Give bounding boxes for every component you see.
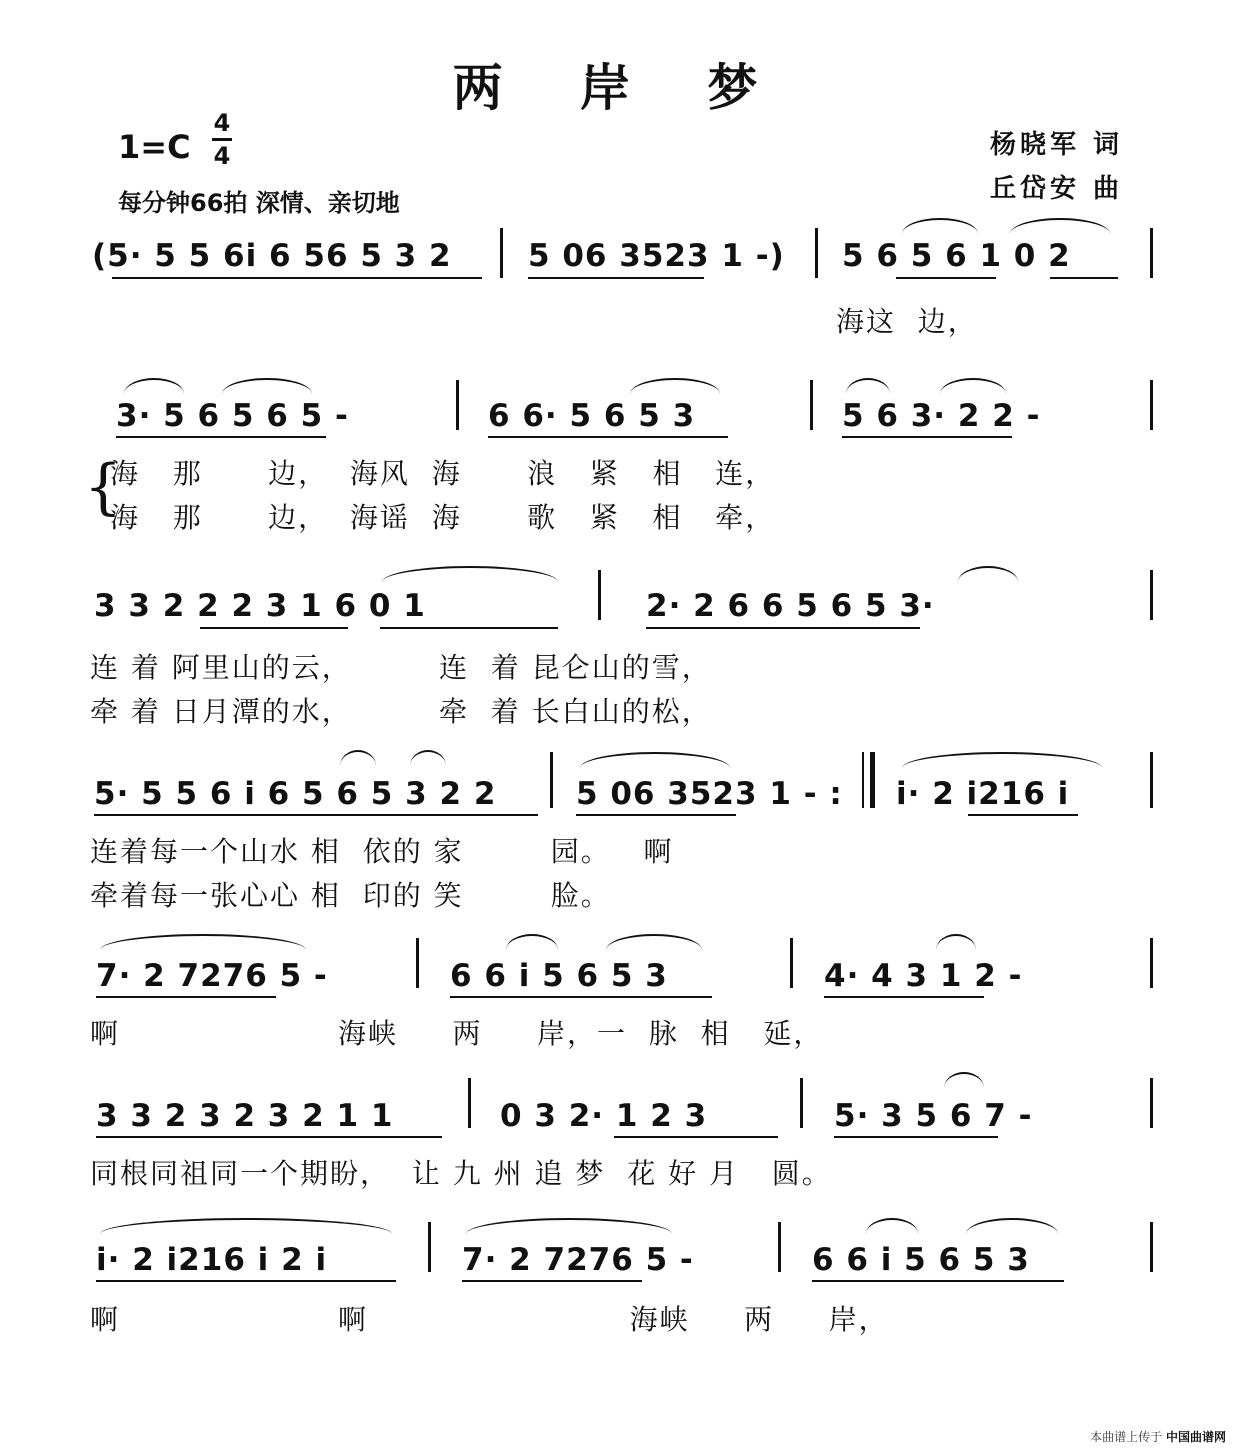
underline-beam: [462, 1280, 642, 1282]
repeat-barline: [862, 752, 864, 808]
measure-r1-m3: 5 6 5 6 1 0 2: [842, 238, 1071, 274]
measure-r7-m3: 6 6 i 5 6 5 3: [812, 1242, 1030, 1278]
barline: [598, 570, 601, 620]
barline: [1150, 938, 1153, 988]
song-title: 两 岸 梦: [452, 58, 788, 117]
underline-beam: [94, 814, 538, 816]
barline: [456, 380, 459, 430]
lyrics-r2-v2: 海 那 边， 海谣 海 歌 紧 相 牵，: [110, 501, 776, 534]
underline-beam: [96, 1136, 442, 1138]
repeat-barline-thick: [870, 752, 875, 808]
slur: [1010, 218, 1110, 234]
slur: [944, 1072, 984, 1088]
underline-beam: [824, 996, 984, 998]
lyrics-r4-v1: 连着每一个山水 相 依的 家 园。 啊: [90, 835, 674, 868]
measure-r1-m2: 5 06 3523 1 -): [528, 238, 785, 274]
slur: [936, 934, 976, 950]
underline-beam: [380, 627, 558, 629]
key-signature: 1=C: [118, 128, 191, 166]
barline: [1150, 228, 1153, 278]
footer-text: 本曲谱上传于: [1090, 1430, 1163, 1444]
measure-r3-m2: 2· 2 6 6 5 6 5 3·: [646, 588, 935, 624]
underline-beam: [842, 436, 1012, 438]
slur: [630, 378, 720, 394]
slur: [506, 934, 558, 950]
slur: [100, 934, 306, 950]
barline: [500, 228, 503, 278]
underline-beam: [834, 1136, 998, 1138]
barline: [778, 1222, 781, 1272]
measure-r2-m3: 5 6 3· 2 2 -: [842, 398, 1041, 434]
lyrics-r4-v2: 牵着每一张心心 相 印的 笑 脸。: [90, 879, 611, 912]
barline: [1150, 1222, 1153, 1272]
barline: [810, 380, 813, 430]
slur: [902, 218, 978, 234]
verse-brace: {: [84, 452, 123, 522]
slur: [466, 1218, 672, 1234]
measure-r4-m3: i· 2 i216 i: [896, 776, 1070, 812]
underline-beam: [614, 1136, 778, 1138]
underline-beam: [488, 436, 728, 438]
slur: [606, 934, 702, 950]
barline: [790, 938, 793, 988]
underline-beam: [200, 627, 348, 629]
measure-r7-m2: 7· 2 7276 5 -: [462, 1242, 694, 1278]
barline: [1150, 752, 1153, 808]
lyricist-credit: 杨晓军 词: [990, 130, 1124, 160]
slur: [966, 1218, 1058, 1234]
time-signature: [210, 108, 234, 171]
composer-credit: 丘岱安 曲: [990, 174, 1124, 204]
underline-beam: [576, 814, 736, 816]
time-signature-top: 4: [213, 109, 231, 137]
underline-beam: [450, 996, 712, 998]
underline-beam: [96, 996, 276, 998]
slur: [382, 566, 558, 582]
slur: [124, 378, 184, 394]
lyrics-r5-v1: 啊 海峡 两 岸，一 脉 相 延，: [90, 1017, 824, 1050]
lyrics-r6-v1: 同根同祖同一个期盼， 让 九 州 追 梦 花 好 月 圆。: [90, 1157, 832, 1190]
measure-r6-m2: 0 3 2· 1 2 3: [500, 1098, 708, 1134]
barline: [815, 228, 818, 278]
footer-credit: [1090, 1428, 1226, 1445]
measure-r6-m1: 3 3 2 3 2 3 2 1 1: [96, 1098, 394, 1134]
measure-r4-m2: 5 06 3523 1 - :: [576, 776, 843, 812]
measure-r6-m3: 5· 3 5 6 7 -: [834, 1098, 1033, 1134]
lyrics-r3-v2: 牵 着 日月潭的水， 牵 着 长白山的松，: [90, 695, 712, 728]
barline: [1150, 1078, 1153, 1128]
measure-r4-m1: 5· 5 5 6 i 6 5 6 5 3 2 2: [94, 776, 497, 812]
slur: [958, 566, 1018, 582]
barline: [1150, 380, 1153, 430]
barline: [550, 752, 553, 808]
slur: [940, 378, 1006, 394]
measure-r5-m2: 6 6 i 5 6 5 3: [450, 958, 668, 994]
slur: [866, 1218, 918, 1234]
underline-beam: [896, 277, 996, 279]
measure-r7-m1: i· 2 i216 i 2 i: [96, 1242, 328, 1278]
underline-beam: [528, 277, 704, 279]
slur: [222, 378, 312, 394]
tempo-marking: 每分钟66拍 深情、亲切地: [118, 189, 400, 217]
lyrics-r3-v1: 连 着 阿里山的云， 连 着 昆仑山的雪，: [90, 651, 712, 684]
time-signature-bottom: 4: [213, 142, 231, 170]
underline-beam: [812, 1280, 1064, 1282]
slur: [902, 752, 1102, 768]
underline-beam: [96, 1280, 396, 1282]
measure-r2-m2: 6 6· 5 6 5 3: [488, 398, 696, 434]
barline: [416, 938, 419, 988]
underline-beam: [1050, 277, 1118, 279]
slur: [410, 750, 446, 766]
measure-r5-m1: 7· 2 7276 5 -: [96, 958, 328, 994]
barline: [468, 1078, 471, 1128]
lyrics-r1-v1: 海这 边，: [836, 305, 978, 338]
measure-r5-m3: 4· 4 3 1 2 -: [824, 958, 1023, 994]
slur: [580, 752, 730, 768]
barline: [800, 1078, 803, 1128]
slur: [340, 750, 376, 766]
underline-beam: [112, 277, 482, 279]
slur: [846, 378, 890, 394]
measure-r3-m1: 3 3 2 2 2 3 1 6 0 1: [94, 588, 426, 624]
measure-r1-m1: (5· 5 5 6i 6 56 5 3 2: [92, 238, 452, 274]
footer-site: 中国曲谱网: [1165, 1430, 1226, 1444]
underline-beam: [116, 436, 326, 438]
measure-r2-m1: 3· 5 6 5 6 5 -: [116, 398, 349, 434]
lyrics-r2-v1: 海 那 边， 海风 海 浪 紧 相 连，: [110, 457, 776, 490]
lyrics-r7-v1: 啊 啊 海峡 两 岸，: [90, 1303, 889, 1336]
slur: [100, 1218, 392, 1234]
barline: [1150, 570, 1153, 620]
barline: [428, 1222, 431, 1272]
underline-beam: [968, 814, 1078, 816]
underline-beam: [646, 627, 920, 629]
